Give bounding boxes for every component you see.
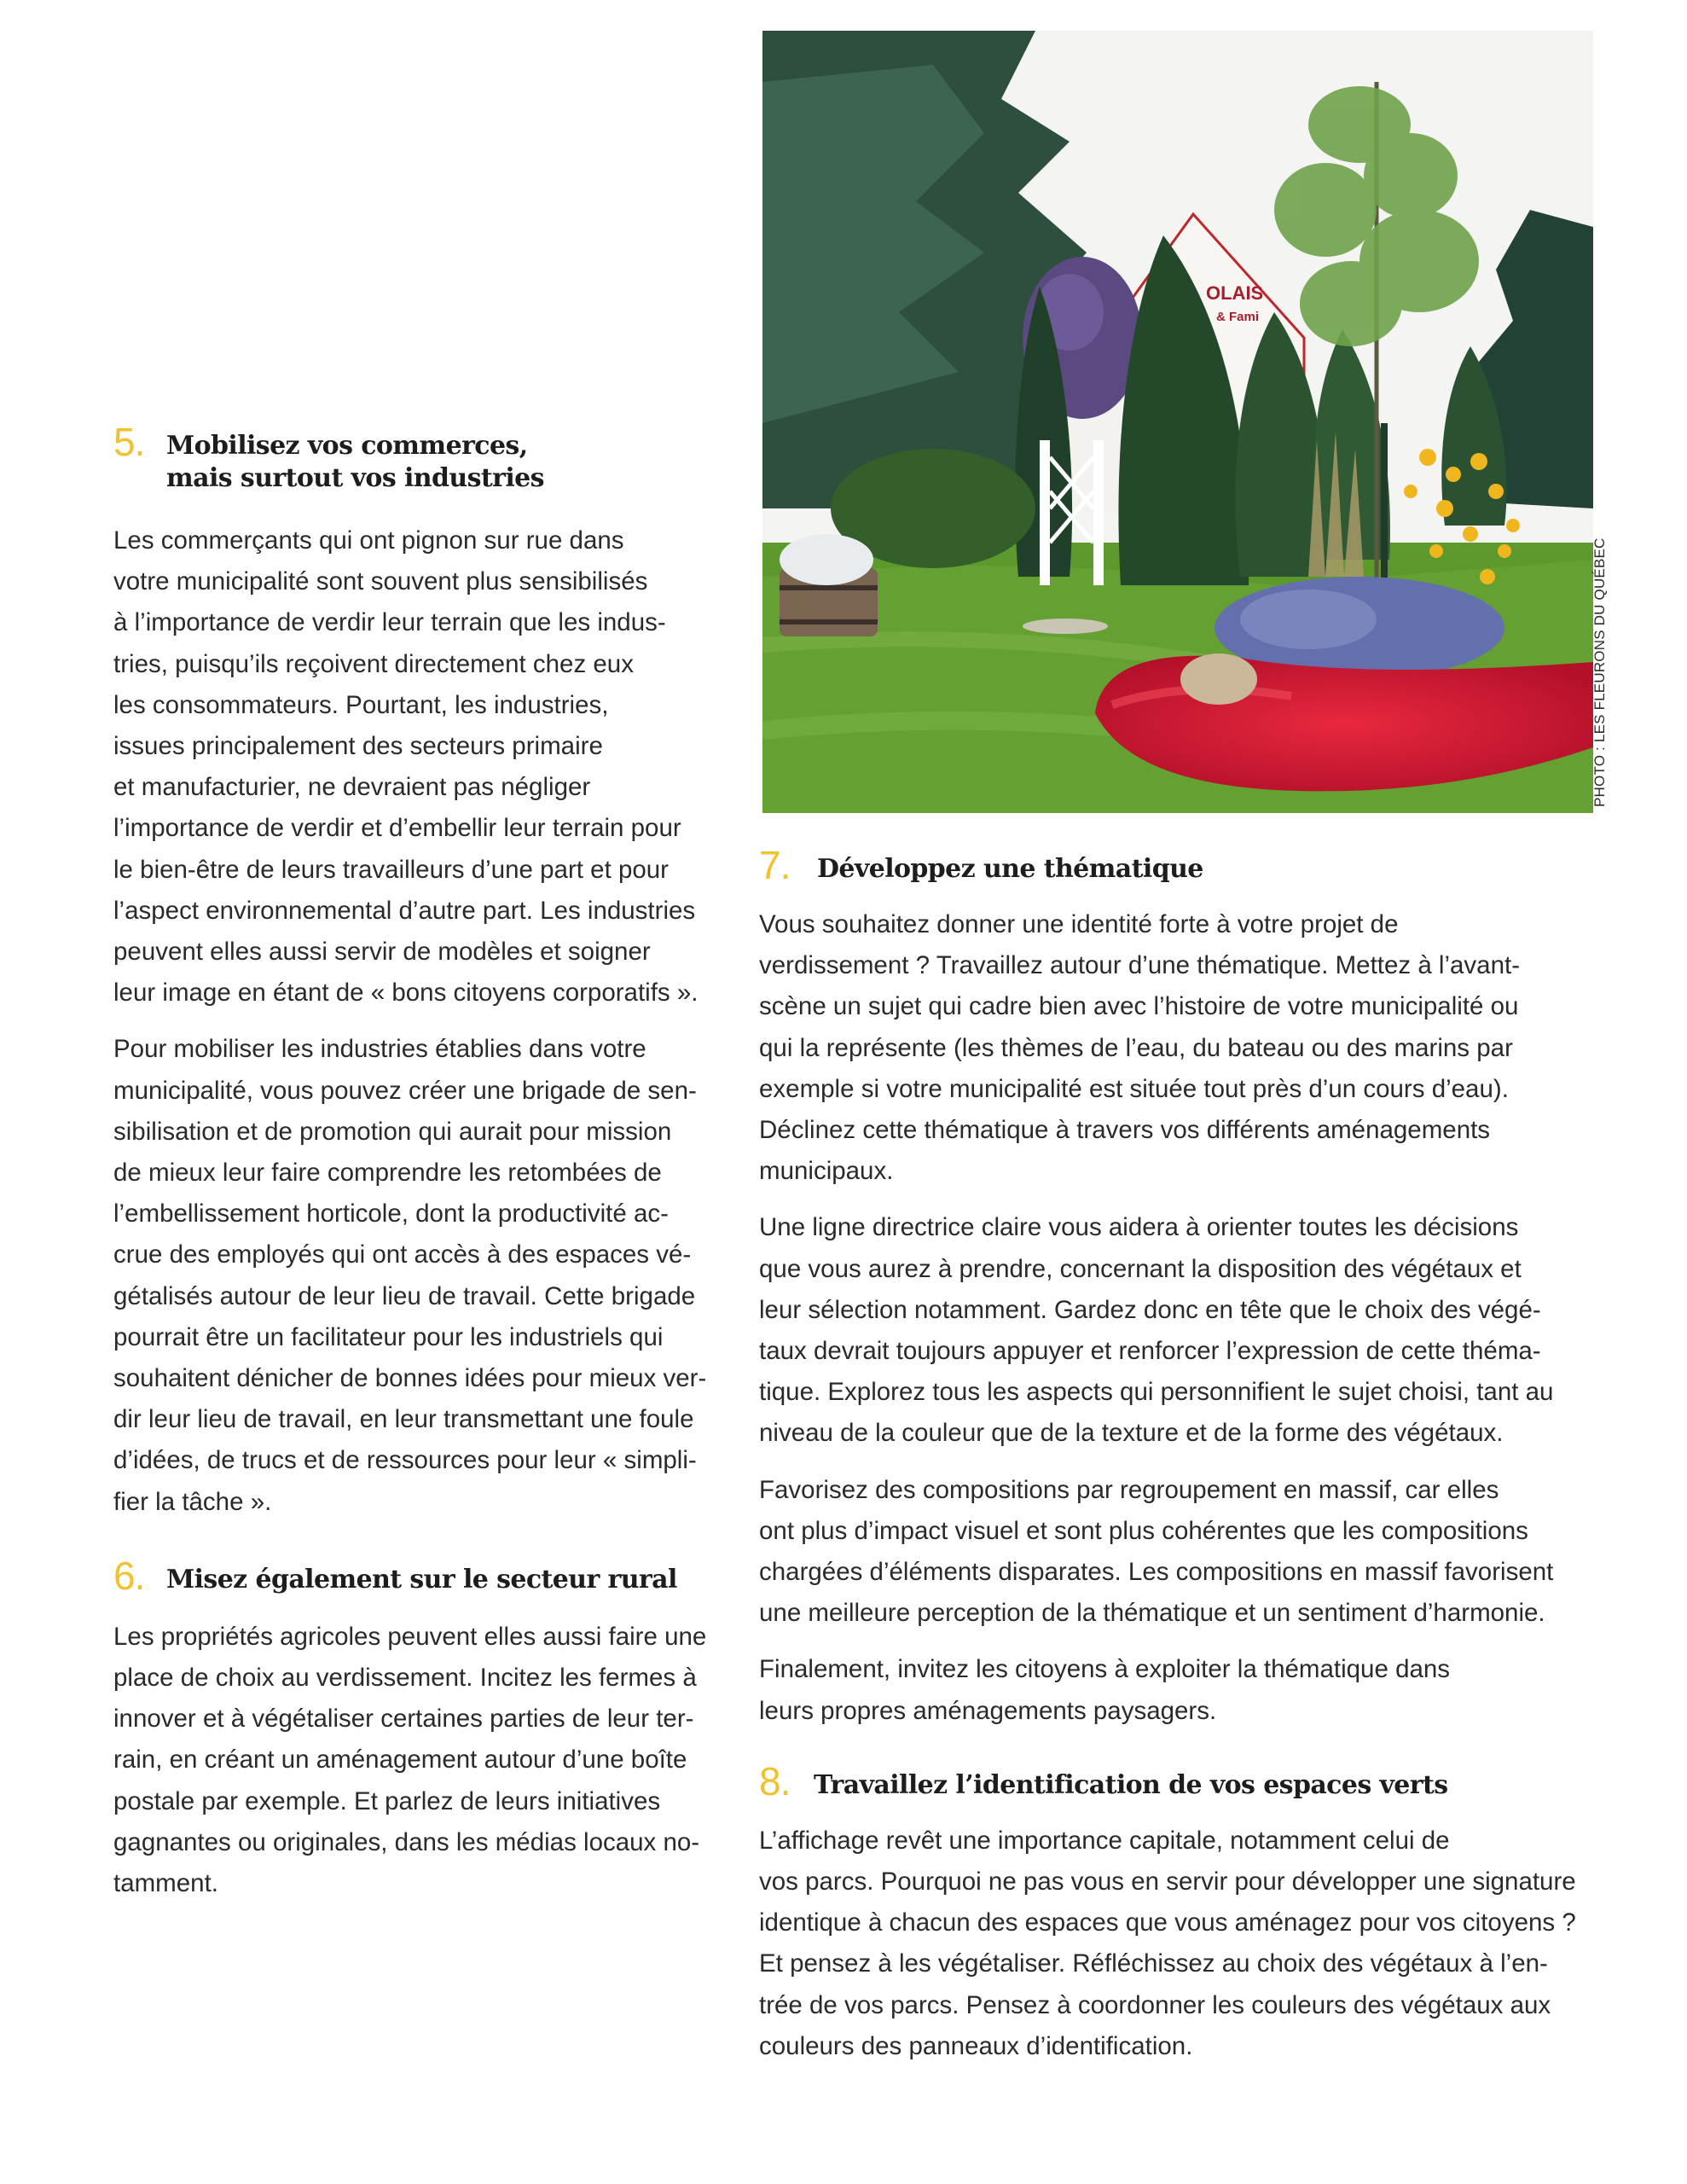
text-line: sibilisation et de promotion qui aurait pour mission bbox=[113, 1117, 672, 1146]
text-line: Favorisez des compositions par regroupement en massif, car elles bbox=[759, 1475, 1499, 1504]
section-8 bbox=[759, 1758, 1603, 2067]
section-number-digit: 8 bbox=[759, 1758, 780, 1804]
photo-credit: PHOTO : LES FLEURONS DU QUÉBEC bbox=[1591, 537, 1608, 807]
text-line: l’embellissement horticole, dont la productivité ac- bbox=[113, 1199, 669, 1228]
section-number: 7. bbox=[759, 843, 791, 887]
text-line: Et pensez à les végétaliser. Réfléchissez au choix des végétaux à l’en- bbox=[759, 1949, 1548, 1978]
section-7 bbox=[759, 843, 1603, 1732]
paragraph bbox=[759, 1470, 1603, 1635]
section-title bbox=[814, 1764, 1448, 1802]
right-column bbox=[759, 843, 1603, 2067]
section-title bbox=[166, 1559, 677, 1596]
svg-text:& Fami: & Fami bbox=[1216, 310, 1260, 324]
paragraph bbox=[759, 1649, 1603, 1731]
paragraph bbox=[759, 1207, 1603, 1454]
text-line: Finalement, invitez les citoyens à exploiter la thématique dans bbox=[759, 1655, 1451, 1684]
text-line: de mieux leur faire comprendre les retombées de bbox=[113, 1159, 662, 1188]
section-title-line: Travaillez l’identification de vos espaces verts bbox=[814, 1769, 1448, 1800]
section-number: 5. bbox=[113, 420, 145, 464]
left-column bbox=[113, 420, 745, 1904]
section-5-heading bbox=[113, 420, 745, 495]
text-line: Une ligne directrice claire vous aidera à orienter toutes les décisions bbox=[759, 1213, 1519, 1242]
text-line: L’affichage revêt une importance capitale, notamment celui de bbox=[759, 1826, 1450, 1855]
section-title bbox=[166, 425, 544, 495]
text-line: leur sélection notamment. Gardez donc en tête que le choix des végé- bbox=[759, 1295, 1541, 1324]
section-number-digit: 6 bbox=[113, 1553, 135, 1598]
text-line: tique. Explorez tous les aspects qui personnifient le sujet choisi, tant au bbox=[759, 1378, 1554, 1407]
paragraph bbox=[113, 520, 745, 1014]
text-line: verdissement ? Travaillez autour d’une thématique. Mettez à l’avant- bbox=[759, 951, 1521, 980]
text-line: et manufacturier, ne devraient pas négliger bbox=[113, 773, 591, 802]
text-line: votre municipalité sont souvent plus sensibilisés bbox=[113, 567, 648, 596]
text-line: à l’importance de verdir leur terrain que les indus- bbox=[113, 608, 666, 637]
text-line: vos parcs. Pourquoi ne pas vous en servir pour développer une signature bbox=[759, 1867, 1576, 1896]
text-line: souhaitent dénicher de bonnes idées pour mieux ver- bbox=[113, 1364, 707, 1393]
text-line: gagnantes ou originales, dans les médias locaux no- bbox=[113, 1827, 700, 1856]
text-line: dir leur lieu de travail, en leur transmettant une foule bbox=[113, 1405, 694, 1434]
section-title-line: Misez également sur le secteur rural bbox=[166, 1564, 677, 1594]
text-line: le bien-être de leurs travailleurs d’une part et pour bbox=[113, 855, 670, 884]
svg-text:OLAIS: OLAIS bbox=[1206, 282, 1264, 304]
text-line: municipalité, vous pouvez créer une brigade de sen- bbox=[113, 1076, 697, 1105]
text-line: leurs propres aménagements paysagers. bbox=[759, 1696, 1217, 1725]
text-line: gétalisés autour de leur lieu de travail. Cette brigade bbox=[113, 1281, 696, 1310]
text-line: Vous souhaitez donner une identité forte à votre projet de bbox=[759, 910, 1399, 938]
text-line: rain, en créant un aménagement autour d’une boîte bbox=[113, 1745, 687, 1774]
paragraph bbox=[759, 904, 1603, 1192]
section-title-line: Mobilisez vos commerces, bbox=[166, 431, 528, 461]
text-line: peuvent elles aussi servir de modèles et soigner bbox=[113, 938, 651, 967]
text-line: identique à chacun des espaces que vous aménagez pour vos citoyens ? bbox=[759, 1908, 1576, 1937]
text-line: l’aspect environnemental d’autre part. Les industries bbox=[113, 896, 696, 925]
text-line: les consommateurs. Pourtant, les industries, bbox=[113, 690, 609, 719]
section-5 bbox=[113, 420, 745, 1523]
paragraph bbox=[113, 1617, 745, 1904]
section-number-digit: 7 bbox=[759, 843, 780, 887]
paragraph bbox=[113, 1029, 745, 1522]
section-7-heading bbox=[759, 843, 1603, 887]
paragraph bbox=[759, 1821, 1603, 2067]
text-line: fier la tâche ». bbox=[113, 1487, 272, 1516]
text-line: postale par exemple. Et parlez de leurs initiatives bbox=[113, 1786, 661, 1815]
text-line: Déclinez cette thématique à travers vos différents aménagements bbox=[759, 1116, 1491, 1145]
garden-photo bbox=[762, 31, 1593, 813]
section-title-line: Développez une thématique bbox=[817, 854, 1203, 884]
section-number-digit: 5 bbox=[113, 420, 135, 464]
text-line: pourrait être un facilitateur pour les industriels qui bbox=[113, 1322, 664, 1351]
text-line: innover et à végétaliser certaines parties de leur ter- bbox=[113, 1705, 694, 1734]
text-line: une meilleure perception de la thématique et un sentiment d’harmonie. bbox=[759, 1599, 1545, 1628]
text-line: scène un sujet qui cadre bien avec l’histoire de votre municipalité ou bbox=[759, 992, 1519, 1021]
text-line: que vous aurez à prendre, concernant la disposition des végétaux et bbox=[759, 1254, 1522, 1283]
text-line: ont plus d’impact visuel et sont plus cohérentes que les compositions bbox=[759, 1516, 1528, 1545]
text-line: taux devrait toujours appuyer et renforcer l’expression de cette théma- bbox=[759, 1337, 1541, 1366]
text-line: place de choix au verdissement. Incitez les fermes à bbox=[113, 1664, 697, 1693]
text-line: municipaux. bbox=[759, 1157, 894, 1186]
text-line: crue des employés qui ont accès à des espaces vé- bbox=[113, 1240, 692, 1269]
text-line: trée de vos parcs. Pensez à coordonner les couleurs des végétaux aux bbox=[759, 1990, 1551, 2019]
text-line: couleurs des panneaux d’identification. bbox=[759, 2031, 1193, 2060]
text-line: issues principalement des secteurs primaire bbox=[113, 732, 603, 761]
text-line: l’importance de verdir et d’embellir leur terrain pour bbox=[113, 814, 681, 843]
section-title-line: mais surtout vos industries bbox=[166, 463, 544, 493]
section-8-heading bbox=[759, 1758, 1603, 1804]
text-line: leur image en étant de « bons citoyens corporatifs ». bbox=[113, 979, 699, 1008]
text-line: exemple si votre municipalité est située tout près d’un cours d’eau). bbox=[759, 1074, 1509, 1103]
text-line: Les propriétés agricoles peuvent elles aussi faire une bbox=[113, 1622, 707, 1651]
text-line: qui la représente (les thèmes de l’eau, du bateau ou des marins par bbox=[759, 1033, 1513, 1062]
section-title bbox=[817, 848, 1203, 886]
section-number: 6. bbox=[113, 1553, 145, 1598]
text-line: niveau de la couleur que de la texture et de la forme des végétaux. bbox=[759, 1419, 1504, 1448]
section-6 bbox=[113, 1553, 745, 1904]
garden-scene-illustration bbox=[762, 31, 1593, 813]
text-line: chargées d’éléments disparates. Les compositions en massif favorisent bbox=[759, 1558, 1554, 1587]
text-line: Pour mobiliser les industries établies dans votre bbox=[113, 1035, 646, 1064]
section-number: 8. bbox=[759, 1758, 791, 1804]
section-6-heading bbox=[113, 1553, 745, 1598]
text-line: Les commerçants qui ont pignon sur rue dans bbox=[113, 526, 624, 555]
text-line: tries, puisqu’ils reçoivent directement chez eux bbox=[113, 649, 634, 678]
text-line: tamment. bbox=[113, 1869, 218, 1898]
text-line: d’idées, de trucs et de ressources pour leur « simpli- bbox=[113, 1446, 697, 1475]
